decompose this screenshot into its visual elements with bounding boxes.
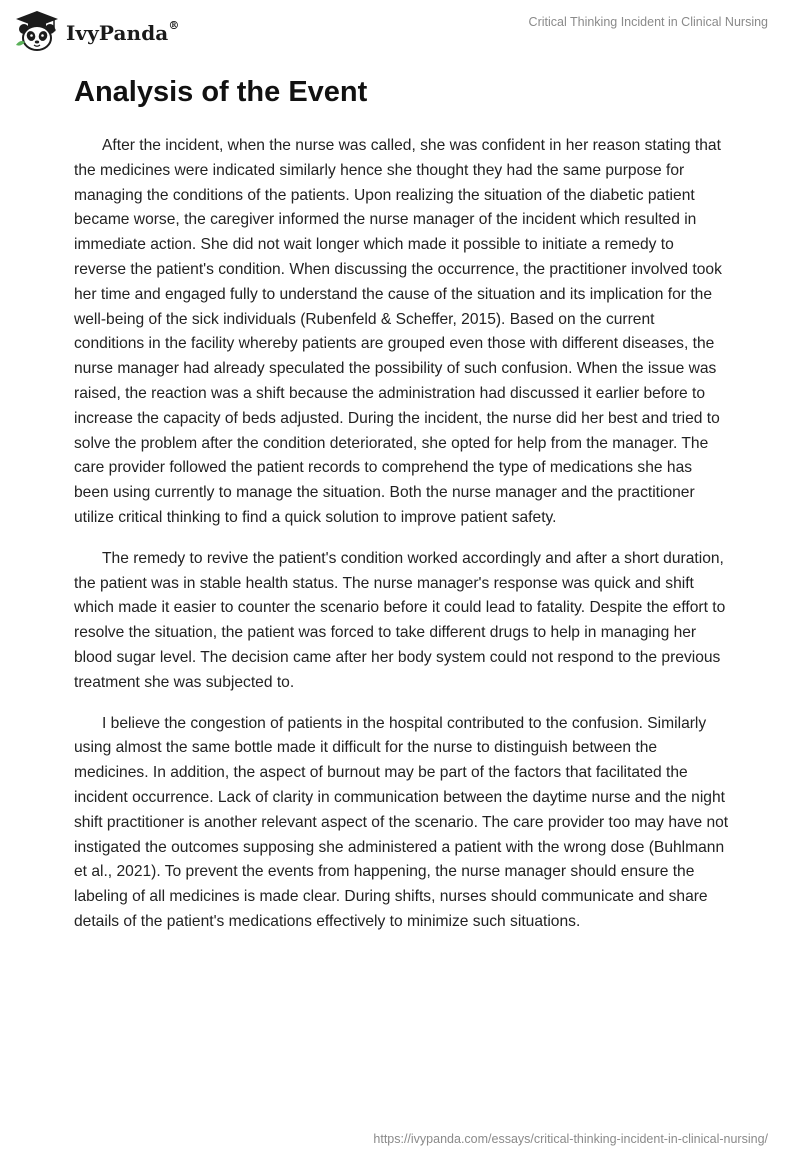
paragraph-1: After the incident, when the nurse was called, she was confident in her reason stating that the medicines were indicated similarly hence she thought they had the same purpose for managing the conditions of the patients. Upon realizing the situation of the diabetic patient became worse, the caregiver informed the nurse manager of the incident which resulted in immediate action. She did not wait longer which made it possible to initiate a remedy to reverse the patient's condition. When discussing the occurrence, the practitioner involved took her time and engaged fully to understand the cause of the situation and its implication for the well-being of the sick individuals (Rubenfeld & Scheffer, 2015). Based on the current conditions in the facility whereby patients are grouped even those with different diseases, the nurse manager had already speculated the possibility of such confusion. When the issue was raised, the reaction was a shift because the administration had discussed it earlier before to increase the capacity of beds adjusted. During the incident, the nurse did her best and tried to solve the problem after the condition deteriorated, she opted for help from the manager. The care provider followed the patient records to comprehend the type of medications she has been using currently to manage the situation. Both the nurse manager and the practitioner utilize critical thinking to find a quick solution to improve patient safety.	[74, 137, 722, 526]
page-header	[0, 0, 800, 60]
logo-wordmark: IvyPanda®	[66, 19, 180, 45]
source-url[interactable]: https://ivypanda.com/essays/critical-thinking-incident-in-clinical-nursing/	[373, 1132, 768, 1146]
paragraph-3: I believe the congestion of patients in the hospital contributed to the confusion. Similarly using almost the same bottle made it difficult for the nurse to distinguish between the medicines. In addition, the aspect of burnout may be part of the factors that facilitated the incident occurrence. Lack of clarity in communication between the daytime nurse and the night shift practitioner is another relevant aspect of the scenario. The care provider too may have not instigated the outcomes supposing she administered a patient with the wrong dose (Buhlmann et al., 2021). To prevent the events from happening, the nurse manager should ensure the labeling of all medicines is made clear. During shifts, nurses should communicate and share details of the patient's medications effectively to minimize such situations.	[74, 714, 729, 930]
paragraph-2: The remedy to revive the patient's condition worked accordingly and after a short duration, the patient was in stable health status. The nurse manager's response was quick and shift which made it easier to counter the scenario before it could lead to fatality. Despite the effort to resolve the situation, the patient was forced to take different drugs to help in managing her blood sugar level. The decision came after her body system could not respond to the previous treatment she was subjected to.	[74, 549, 726, 691]
article-body	[74, 72, 729, 951]
ivypanda-logo[interactable]	[14, 9, 179, 53]
document-title: Critical Thinking Incident in Clinical Nursing	[528, 15, 768, 29]
panda-graduate-logo-icon	[14, 9, 60, 53]
section-heading: Analysis of the Event	[74, 76, 368, 108]
